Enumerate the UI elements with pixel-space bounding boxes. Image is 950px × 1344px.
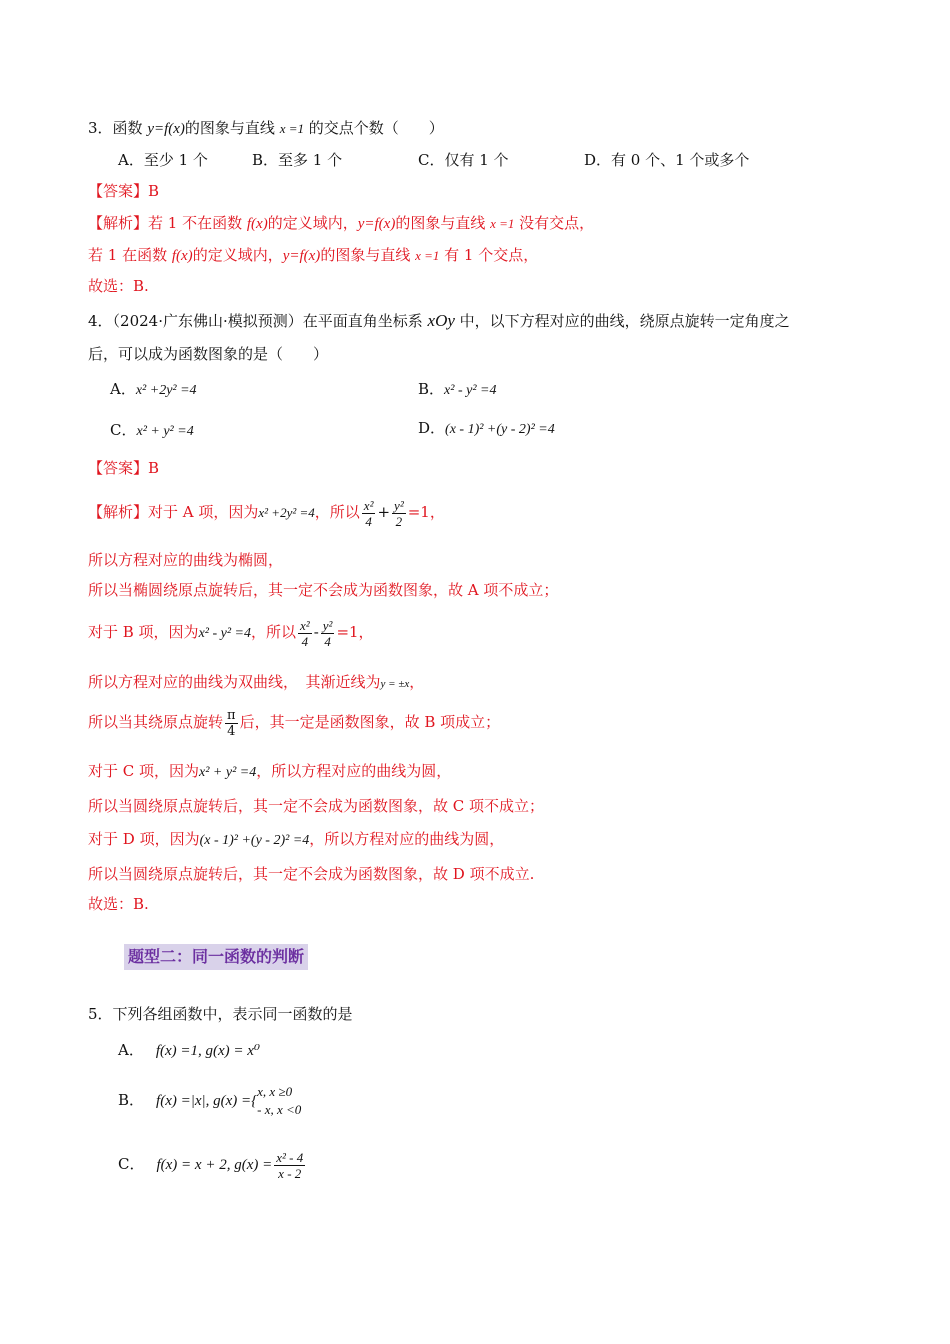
q3-stem: 3．函数 y=f(x)的图象与直线 x =1 的交点个数（ ） (88, 119, 444, 137)
q4-analysis-c2: 所以当圆绕原点旋转后，其一定不会成为函数图象，故 C 项不成立； (88, 797, 545, 815)
q3-option-c: C．仅有 1 个 (418, 151, 509, 169)
q4-option-a: A．x² +2y² =4 (110, 380, 197, 398)
q5-stem: 5．下列各组函数中，表示同一函数的是 (88, 1005, 353, 1023)
q4-option-b: B．x² - y² =4 (418, 380, 497, 398)
q4-analysis-a1: 【解析】对于 A 项，因为x² +2y² =4，所以 $\frac{\text{x²}}{4}$ + $\frac{\text{y²}}{2}$ =1， (88, 497, 445, 529)
q3-analysis-line-2: 若 1 在函数 f(x)的定义域内，y=f(x)的图象与直线 x =1 有 1 个交点， (88, 246, 539, 264)
q4-stem-line-2: 后，可以成为函数图象的是（ ） (88, 345, 329, 363)
q3-option-b: B．至多 1 个 (252, 151, 343, 169)
q3-analysis-line-1: 【解析】若 1 不在函数 f(x)的定义域内，y=f(x)的图象与直线 x =1 没有交点， (88, 214, 595, 232)
q3-answer: 【答案】B (88, 182, 160, 200)
q4-analysis-c1: 对于 C 项，因为x² + y² =4，所以方程对应的曲线为圆， (88, 762, 452, 780)
q4-conclusion: 故选：B. (88, 895, 149, 913)
q3-option-d: D．有 0 个、1 个或多个 (584, 151, 750, 169)
q4-option-c: C．x² + y² =4 (110, 421, 194, 439)
section-title: 题型二：同一函数的判断 (124, 944, 308, 970)
q4-analysis-b3: 所以当其绕原点旋转 $\frac{\pi}{4}$ 后，其一定是函数图象，故 B 项成立； (88, 707, 501, 739)
q4-analysis-a2: 所以方程对应的曲线为椭圆， (88, 551, 284, 569)
q4-stem-line-1: 4．（2024·广东佛山·模拟预测）在平面直角坐标系 xOy 中，以下方程对应的曲线，绕原点旋转一定角度之 (88, 311, 790, 330)
q3-option-a: A．至少 1 个 (118, 151, 208, 169)
q5-option-b: B． f(x) =|x|, g(x) ={ x, x ≥0 - x, x <0 (118, 1084, 302, 1117)
q4-answer: 【答案】B (88, 459, 160, 477)
q3-conclusion: 故选：B. (88, 277, 149, 295)
q4-analysis-d2: 所以当圆绕原点旋转后，其一定不会成为函数图象，故 D 项不成立. (88, 865, 535, 883)
q4-analysis-b1: 对于 B 项，因为x² - y² =4，所以 $\frac{\text{x²}}{4}$ - $\frac{\text{y²}}{4}$ =1， (88, 617, 374, 649)
q5-option-a: A． f(x) =1, g(x) = x⁰ (118, 1041, 260, 1059)
q4-option-d: D．(x - 1)² +(y - 2)² =4 (418, 419, 555, 437)
q4-analysis-a3: 所以当椭圆绕原点旋转后，其一定不会成为函数图象，故 A 项不成立； (88, 581, 559, 599)
q4-analysis-b2: 所以方程对应的曲线为双曲线， 其渐近线为y = ±x， (88, 673, 425, 691)
q5-option-c: C． f(x) = x + 2, g(x) = $\frac{\text{x² - 4}}{x - 2}$ (118, 1149, 304, 1181)
q4-analysis-d1: 对于 D 项，因为(x - 1)² +(y - 2)² =4，所以方程对应的曲线为圆， (88, 830, 505, 848)
